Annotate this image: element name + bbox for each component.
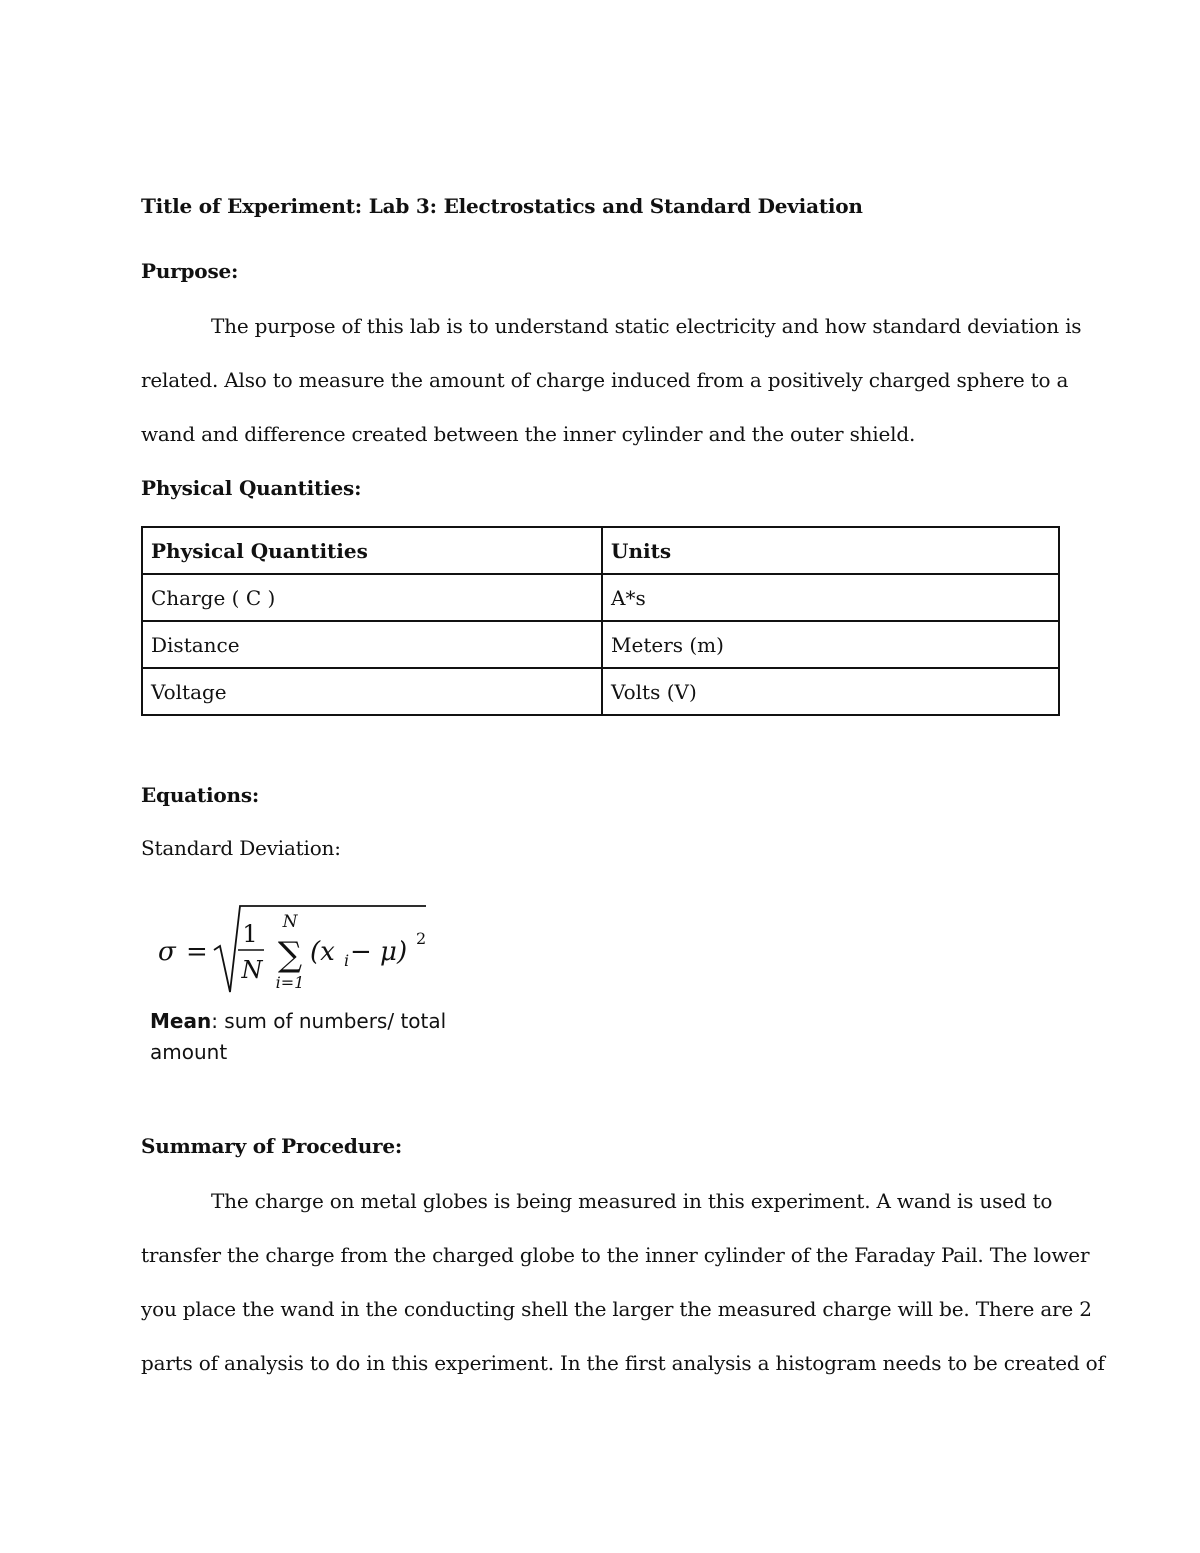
- formula-minus-mu: − μ): [350, 937, 408, 967]
- formula-numerator: 1: [242, 920, 258, 948]
- table-row: [142, 668, 1059, 715]
- formula-exponent: 2: [416, 929, 427, 948]
- table-cell: A*s: [602, 574, 1059, 621]
- mean-text-continued: amount: [150, 1040, 228, 1064]
- std-deviation-formula: [150, 900, 440, 1000]
- procedure-line: you place the wand in the conducting shell the larger the measured charge will be. There are 2: [141, 1297, 1092, 1321]
- formula-subscript: i: [344, 951, 350, 970]
- purpose-line: wand and difference created between the inner cylinder and the outer shield.: [141, 422, 916, 446]
- std-deviation-label: Standard Deviation:: [141, 836, 341, 860]
- formula-equals: =: [186, 937, 208, 967]
- table-row: [142, 574, 1059, 621]
- title-value: Lab 3: Electrostatics and Standard Deviation: [368, 194, 863, 218]
- table-cell: Charge ( C ): [142, 574, 602, 621]
- formula-sigma: σ: [158, 937, 176, 967]
- procedure-heading: Summary of Procedure:: [141, 1134, 403, 1158]
- sum-upper-limit: N: [282, 912, 298, 932]
- physical-quantities-heading: Physical Quantities:: [141, 476, 362, 500]
- purpose-line: related. Also to measure the amount of charge induced from a positively charged sphere to a: [141, 368, 1069, 392]
- title-label: Title of Experiment:: [141, 194, 362, 218]
- mean-definition: [150, 1006, 450, 1068]
- experiment-title: [141, 193, 863, 219]
- table-cell: Volts (V): [602, 668, 1059, 715]
- formula-body: (x: [310, 937, 335, 967]
- sum-lower-limit: i=1: [275, 973, 305, 992]
- table-cell: Voltage: [142, 668, 602, 715]
- table-header-cell: Units: [602, 527, 1059, 574]
- table-row: [142, 621, 1059, 668]
- physical-quantities-table: [141, 526, 1060, 716]
- mean-label: Mean: [150, 1009, 212, 1033]
- sum-symbol: ∑: [277, 935, 303, 975]
- formula-denominator: N: [241, 956, 263, 984]
- table-header-cell: Physical Quantities: [142, 527, 602, 574]
- purpose-heading: Purpose:: [141, 259, 239, 283]
- table-cell: Meters (m): [602, 621, 1059, 668]
- equations-heading: Equations:: [141, 783, 260, 807]
- procedure-line: transfer the charge from the charged globe to the inner cylinder of the Faraday Pail. The lower: [141, 1243, 1090, 1267]
- table-header-row: [142, 527, 1059, 574]
- table-cell: Distance: [142, 621, 602, 668]
- procedure-line: The charge on metal globes is being measured in this experiment. A wand is used to: [211, 1189, 1053, 1213]
- procedure-line: parts of analysis to do in this experiment. In the first analysis a histogram needs to be created of: [141, 1351, 1105, 1375]
- purpose-line: The purpose of this lab is to understand static electricity and how standard deviation is: [211, 314, 1082, 338]
- mean-text: : sum of numbers/ total: [211, 1009, 447, 1033]
